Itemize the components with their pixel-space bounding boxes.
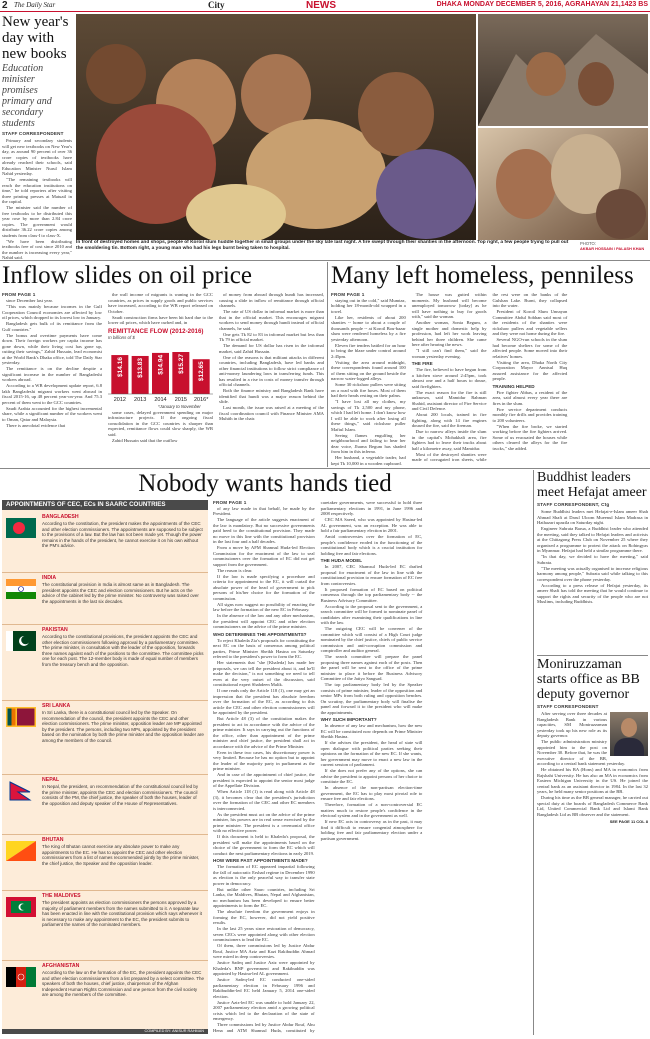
bangladesh-flag-icon: [6, 518, 36, 538]
fire-photo: [76, 14, 648, 240]
handstied-para: But Article 48 (3) of the constitution makes the president to act in accordance with the advice of the prime minister. It says in carrying out the functions of the office, other than appointment of the prime minister and chief justice, the president shall act in accordance with the advice of the Prime Minister.: [213, 716, 315, 749]
handstied-para: In absence of any law and mechanism, how the new EC will be constituted now depends on Prime Minister Sheikh Hasina.: [320, 723, 423, 739]
homeless-para: staying out in the cold," said Mumtaz, holding her 18-month-old wrapped in a towel.: [331, 297, 406, 314]
remittance-value-label: $15.27: [177, 353, 185, 374]
saarc-sidebar-footer: COMPILED BY: ANISUR RAHMAN: [2, 1029, 208, 1034]
buddhist-para: Engineer Subrata Barua, a Buddhist leader who attended the meeting, said they talked to Hefajat leaders and activists at the Chittagong Press Club on November 25 where they organised a programme to protest the attack on Rohingyas in Myanmar. Hefajat had held a similar programme there.: [537, 526, 648, 553]
handstied-para: The absolute freedom the government enjoys in forming the EC, however, did not yield positive results.: [213, 909, 315, 925]
books-body: [2, 138, 72, 259]
country-name: NEPAL: [42, 777, 60, 783]
oil-para: the wall income of migrants is waning in the GCC countries, as prices in supply goods and public services have increased, according to the WB report released on October.: [108, 292, 213, 314]
country-entry: [2, 774, 208, 834]
divider: [537, 655, 648, 656]
slum-fire-photo: [76, 14, 648, 240]
country-entry: [2, 700, 208, 774]
handstied-para: From a move by AFM Shamsul Huda-led Election Commission for the enactment of the law to seal commissioners over the formation of EC did not get support from the government.: [213, 545, 315, 567]
homeless-para: The exact reason for the fire is still unknown, said Mamidur Rahman Shahid, assistant director of Fire Service and Civil Defence.: [411, 389, 487, 411]
oil-headline: Inflow slides on oil price: [2, 262, 252, 289]
country-text: According to the constitution, the president makes the appointments of the CEC and other election commissioners. The appointments are supposed to be subject to the provisions of a law. But the law has not been made yet. Though the power remains in the hands of the president, he cannot exercise it on his own without the PM's advice.: [42, 521, 203, 549]
homeless-subhead: THE FIRE: [411, 361, 433, 366]
moniruzzaman-byline: STAFF CORRESPONDENT: [537, 704, 599, 709]
handstied-para: According to the proposal sent to the government, a search committee will be formed to nominate panel of candidates after examining their qualifications in line with the law.: [320, 603, 423, 625]
handstied-byline: FROM PAGE 1: [213, 500, 247, 505]
handstied-para: Her statements that "she [Khaleda] has made her proposals, we can tell the president about it, and he'll make the decision," is not something we need to tell even at the very outset of the discussion, said constitutional expert Shahdeen Malik.: [213, 660, 315, 687]
homeless-headline: Many left homeless, penniless: [331, 262, 634, 289]
photo-caption: [76, 240, 576, 260]
homeless-para: Another woman, Sonia Begum, a single mother and domestic help by profession, had left her work leaving behind her three children. She came here after hearing the news.: [411, 320, 487, 347]
homeless-para: Several NGO-run schools in the slum had become shelters for some of the affected people. Some moved into their relatives' homes.: [492, 337, 568, 359]
maldives-flag-icon: [6, 897, 36, 917]
country-name: PAKISTAN: [42, 627, 68, 633]
handstied-para: of any law made in that behalf, he made by the President.: [213, 505, 315, 516]
handstied-para: If she advises the president, the head of state will open dialogue with political parties seeking their opinions on the formation of the new EC. If she wants, her government may move to enact a new law in the current session of parliament.: [320, 740, 423, 767]
oil-para: Bangladesh gets bulk of its remittance from the Gulf countries.": [2, 321, 102, 332]
oil-para: There is anecdotal evidence that: [6, 422, 66, 428]
oil-para: One of the reasons is that militant attacks in different countries, including Bangladesh, have led banks and other financial institutions to follow strict compliance of anti-money laundering laws in transferring funds. This has resulted in a rise in costs of money transfer through official channels.: [219, 354, 324, 387]
handstied-para: When Article 118 (1) is read along with Article 48 (3), it becomes clear that the president's jurisdiction over the formation of the CEC and other EC members is interconnected.: [213, 789, 315, 811]
handstied-para: In 2007, CEC Shamsul Huda-led EC drafted proposal for enactment of the law in line with the constitutional provision to ensure formation of EC free from controversies.: [320, 564, 423, 586]
oil-para: The rate of US dollar in informal market is more than that in the official market. This encourages migrant workers to send money through hundi instead of official channels, he said.: [219, 309, 324, 331]
nepal-flag-icon: [6, 781, 36, 801]
pakistan-flag-icon: [6, 631, 36, 651]
country-text: The president appoints as election commissioners the persons approved by a majority of parliament members from the names submitted to it. A separate law has been enacted in line with the constitutional provision which says whenever it is necessary to make any appointment to the EC, the president submits to parliament the names of the nominated members.: [42, 900, 202, 928]
oil-para: Zahid Hussain said that the outflow: [112, 437, 178, 443]
homeless-para: Some 30 rickshaw pullers were sitting on a road with fire hoses. Most of them had their heads resting on their palms.: [331, 382, 406, 398]
homeless-para: Most of the destroyed shanties were made of corrugated iron sheets, while the rest were on the banks of the Gulshan Lake. Burnt, they collapsed into the water.: [411, 292, 568, 462]
oil-para: One gets Tk 82 to 83 in informal market but less than Tk 79 in official market.: [219, 331, 324, 342]
chart-unit-label: In billions of $: [108, 334, 135, 340]
homeless-subhead: TRAINING HELPED: [492, 383, 535, 389]
handstied-para: It proposed formation of EC based on political consensus through the top parliamentary body -- the Business Advisory Committee.: [320, 586, 423, 603]
photo-caption-text: In front of destroyed homes and shops, people of Koroil slum huddle together in small groups under the sky late last night. A fire swept through their shanties in the afternoon. Top right, a few people trying to pull out the smoldering tin. Bottom right, a young man who had his legs burnt being taken to hospital.: [76, 240, 569, 251]
handstied-para: The language of the article suggests enactment of the law is mandatory. But no successive governments paid heed to the constitutional provision. They made no move in this line with the constitutional provision in the last four and a half decades.: [213, 517, 315, 544]
books-para: "The remaining textbooks will reach the education institutions on time," he told reporters after visiting three printing presses at Matuail in the capital.: [2, 177, 72, 204]
handstied-para: Justice Sadeq-led EC conducted one-sided parliamentary election in February 1996 and Rakibuddin-led EC held January 5, 2014 one-sided election.: [213, 977, 315, 999]
country-text: According to the constitutional provisions, the president appoints the CEC and other election commissioners following approval by a parliamentary committee. The prime minister, in consultation with the leader of the opposition, forwards three names against each of the positions to the committee. The committee picks one for each post. The 12-member body is made of equal number of members from the treasury bench and the opposition.: [42, 634, 204, 667]
homeless-para: President of Koroil Slum Unnayan Committee Abdul Sobhan said most of the residents of the shanties were rickshaw pullers and vegetable sellers and they were not home during the fire.: [492, 309, 568, 336]
homeless-para: The fire, believed to have begun from a kitchen stove around 2:45pm, took almost one and a half hours to douse, said firefighters.: [411, 367, 487, 389]
remittance-category-label: 2012: [113, 396, 126, 403]
country-entry: [2, 512, 208, 572]
handstied-para: If she does not prefer any of the options, she can advise the president to appoint persons of her choice to constitute the EC.: [320, 768, 423, 784]
srilanka-flag-icon: [6, 707, 36, 727]
dateline: DHAKA MONDAY DECEMBER 5, 2016, AGRAHAYAN 21,1423 BS: [436, 1, 648, 8]
handstied-para: Even in these two cases, his discretionary power is very limited. Because he has no option but to appoint the leader of the majority party in parliament as the prime minister.: [213, 749, 315, 771]
moniruzzaman-para: After serving over three decades at Bangladesh Bank in various capacities, SM Moniruzzaman yesterday took up his new role as its deputy governor.: [537, 711, 607, 738]
country-text: The constitutional provision in India is almost same as in Bangladesh. The president appoints the CEC and election commissioners. But he acts on the advice of the cabinet led by the prime minister. No controversy was raised over the appointments in the last six decades.: [42, 582, 199, 604]
oil-para: since December last year.: [6, 298, 53, 303]
homeless-para: About 200 locals, trained in fire fighting, along with 14 fire engines doused the fire, said the fireman.: [411, 412, 487, 428]
paper-name: The Daily Star: [14, 1, 56, 9]
saarc-sidebar-title: APPOINTMENTS OF CEC, ECs IN SAARC COUNTRIES: [2, 500, 208, 510]
country-entry: [2, 834, 208, 890]
handstied-para: If new EC acts in controversy as in the past, it may find it difficult to ensure congenial atmosphere for holding free and fair parliamentary election under a partisan government.: [320, 819, 423, 841]
saarc-sidebar: [2, 500, 208, 1034]
handstied-para: The top parliamentary body led by the Speaker consists of prime minister, leader of the opposition and senior MPs from both ruling and opposition benches. On scrutiny, the parliamentary body will finalise the panel and forward it to the president who will make the appointments.: [320, 682, 423, 715]
handstied-para: Amid controversies over the formation of EC, people's confidence eroded in the functioning of the constitutional body which is a crucial institution for holding free and fair elections.: [320, 534, 423, 556]
oil-para: Saudi construction firms have been hit hard due to the lower oil prices, which have curbed and, in: [108, 314, 213, 325]
remittance-chart: [108, 328, 213, 410]
remittance-value-label: $12.65: [198, 360, 206, 381]
handstied-para: In the last 25 years since restoration of democracy, seven CECs were appointed along with other election commissioners to lead the EC.: [213, 926, 315, 942]
chart-footnote: *January to November: [158, 403, 201, 409]
handstied-para: Of them, three commissions led by Justice Abdur Rouf, Justice MA Aziz and Kazi Rakibuddin Ahmad were mired in deep controversies.: [213, 943, 315, 959]
moniruzzaman-continuation: SEE PAGE 11 COL 8: [609, 819, 648, 824]
divider: [0, 260, 650, 261]
homeless-para: "I still can't find them," said the woman yesterday evening.: [411, 348, 487, 359]
remittance-category-label: 2014: [154, 396, 167, 403]
divider: [327, 262, 328, 467]
books-para: Primary and secondary students will get new textbooks on New Year's day, as around 90 percent of over 36 crore copies of textbooks have already reached their schools, said Education Minister Nurul Islam Nahid yesterday.: [2, 138, 72, 176]
photo-credit-label: PHOTO:: [580, 241, 596, 246]
homeless-byline: FROM PAGE 1: [331, 292, 365, 297]
handstied-para: As the president must act on the advice of the prime minister, his powers are in real sense exercised by the prime minister. The president is a ceremonial office with no effective power.: [213, 811, 315, 833]
remittance-value-label: $13.83: [137, 357, 145, 378]
handstied-para: Therefore, formation of a non-controversial EC matters much to restore people's confidence in the electoral system and in the government as well.: [320, 802, 423, 818]
books-subheadline: Education minister promises primary and secondary students: [2, 63, 52, 129]
homeless-para: The house was gutted within moments. My husband will become unemployed tomorrow [today] as he will have nothing to buy for goods with," said the woman.: [411, 292, 487, 319]
oil-col3: [219, 292, 324, 467]
oil-para: Both the finance ministry and Bangladesh Bank have identified that hundi was a major reason behind the slide.: [219, 388, 324, 404]
country-entry: [2, 572, 208, 624]
handstied-para: In the absence of the law and any other mechanism, the president will appoint CEC and other election commissioners on the advice of the prime minister.: [213, 613, 315, 629]
handstied-para: If one reads only the Article 118 (1), one may get an impression that the president has absolute freedom over the formation of the EC, as according to this article the CEC and other election commissioners will be appointed by the president.: [213, 688, 315, 715]
homeless-para: "When the fire broke, we started working before the fire fighters arrived. Some of us evacuated the houses while others cleared the alleys for the fire trucks," she added.: [492, 423, 568, 451]
oil-col2: [108, 292, 213, 467]
handstied-para: The search committee will prepare the panel proposing three names against each of the posts. Then the panel will be sent to the office of the prime minister to place it before the Business Advisory Committee of the Jatiyo Sangsad.: [320, 654, 423, 681]
oil-para: of money from abroad through hundi has increased, causing a slide in inflow of remittance through official channels.: [219, 292, 324, 308]
moniruzzaman-portrait: [610, 712, 648, 756]
divider: [533, 470, 534, 1035]
handstied-headline-wrap: [0, 469, 530, 499]
country-text: According to the law on the formation of the EC, the president appoints the CEC and other election commissioners from a list prepared by a select committee. The speakers of both the houses, chief justice, chairperson of the Afghan Independent Human Rights Commission and one person from the civil society are among the members of the committee.: [42, 970, 204, 998]
buddhist-byline: STAFF CORRESPONDENT, Ctg: [537, 502, 610, 507]
oil-para: Last month, the issue was raised at a meeting of the fiscal coordination council with Finance Minister AMA Muhith in the chair.: [219, 405, 324, 421]
country-name: SRI LANKA: [42, 703, 71, 709]
oil-byline: FROM PAGE 1: [2, 292, 36, 297]
homeless-para: Due to narrow alleys inside the slum in the capital's Mohakhali area, fire fighters had to leave their trucks about half a kilometre away, said Mamidur.: [411, 429, 487, 451]
buddhist-headline: Buddhist leaders meet Hefajat ameer: [537, 470, 647, 500]
country-name: BANGLADESH: [42, 514, 79, 520]
homeless-para: Seeing flames engulfing her neighbourhood and failing to hear her dear voice, Jharna Begum has shaded from him in this inferno.: [331, 432, 406, 454]
handstied-para: The reason is clear.: [217, 567, 253, 573]
handstied-para: But unlike other Saarc countries, including Sri Lanka, the Maldives, Bhutan, Nepal and Afghanistan, no mechanism has been developed to ensure better appointments to form the EC.: [213, 886, 315, 908]
homeless-para: Visiting the area around midnight, these correspondents found around 100 of them sitting on the ground beside the narrow water-logged alleys.: [331, 359, 406, 381]
handstied-headline: Nobody wants hands tied: [138, 470, 392, 497]
moniruzzaman-headline: Moniruzzaman starts office as BB deputy governor: [537, 657, 640, 702]
handstied-para: CEC MA Saeed, who was appointed by Hasina-led AL government, was an exception. He was able to hold a fair parliamentary election in 2001.: [320, 517, 423, 533]
oil-para: "This was mainly because incomes in the Gulf Cooperation Council economies are affected by low oil prices, which dropped to its lowest low in January.: [2, 304, 102, 320]
oil-para: The bonus and overtime payments have come down. Their foreign workers per capita income has gone down, while their living cost has gone up, cutting their savings," Zahid Hussain, lead economist at the World Bank's Dhaka office, told The Daily Star yesterday.: [2, 332, 102, 365]
country-text: In Sri Lanka, there is a constitutional council led by the Speaker. On recommendation of the council, the president appoints the CEC and other election commissioners. The prime minister, opposition leader are MP appointed by the president. The persons, including two MPs, appointed by the president based on the nomination by both the prime minister and the opposition leader are among the members of the council.: [42, 710, 204, 743]
photo-credit: [580, 241, 648, 257]
remittance-value-label: $14.94: [157, 354, 165, 375]
handstied-para: All signs now suggest no possibility of enacting the law before the formation of the new EC in February.: [213, 601, 315, 612]
oil-col1: [2, 292, 102, 467]
bhutan-flag-icon: [6, 841, 36, 861]
masthead: [0, 0, 650, 12]
country-name: THE MALDIVES: [42, 893, 81, 899]
moniruzzaman-article: [537, 657, 648, 1035]
homeless-para: Her husband, a vegetable trader, had kept Tk 10,000 in a wooden cupboard.: [331, 455, 406, 466]
homeless-para: Visiting the area, Dhaka North City Corporation Mayor Annisul Huq assured assistance for the affected people.: [492, 359, 568, 381]
country-name: BHUTAN: [42, 837, 64, 843]
handstied-para: Three commissions led by Justice Abdur Rouf, Abu Hena and ATM Shamsul Huda, constituted by caretaker governments, were successful to hold three parliamentary elections in 1991, in June 1996 and 2008 respectively.: [213, 500, 423, 1033]
remittance-category-label: 2015: [174, 396, 187, 403]
handstied-body: [213, 500, 530, 1034]
homeless-article: [331, 262, 648, 292]
oil-para: The demand for US dollar has risen in the informal market, said Zahid Hussain.: [219, 343, 324, 354]
books-article: [2, 14, 72, 259]
buddhist-para: According to a press release of Hefajat yesterday, its ameer Shafi has told the meeting that he would continue to support the rights and security of the people who are not Muslims, including Buddhists.: [537, 582, 648, 604]
remittance-value-label: $14.16: [116, 356, 124, 377]
buddhist-article: [537, 470, 648, 655]
handstied-subhead: WHY SUCH IMPORTANT?: [320, 717, 377, 722]
section-label: City: [208, 0, 225, 10]
handstied-para: In absence of the non-partisan election-time government, the EC has to play most pivotal role to ensure free and fair elections.: [320, 785, 423, 801]
buddhist-para: "In that day, we decided to have the meeting," said Subrata.: [537, 554, 648, 565]
handstied-para: If this document is held to Khaleda's proposal, the president will make the appointments based on the choice of the government to form the EC which will conduct the next parliamentary elections in early 2019.: [213, 834, 315, 856]
homeless-para: "I have lost all my clothes, my savings of Tk 2,500 and my phone, which I had left home. I don't know how I will be able to work after losing all these things," said rickshaw puller Maftul Islam.: [331, 399, 406, 432]
homeless-para: Like her, residents of about 200 shanties -- home to about a couple of thousands people -- at Koroil Bou-bazar slum were rendered homeless by a fire yesterday afternoon.: [331, 314, 406, 342]
buddhist-para: "The meeting was actually organised to increase religious harmony among people," Subrata said while talking to this correspondent over the phone yesterday.: [537, 565, 648, 582]
remittance-category-label: 2013: [134, 396, 147, 403]
handstied-subhead: WHO DETERMINES THE APPOINTMENTS?: [213, 631, 307, 637]
handstied-para: And in case of the appointment of chief justice, the president is expected to appoint the senior most judge of the Appellate Division.: [213, 772, 315, 788]
country-name: AFGHANISTAN: [42, 963, 80, 969]
photo-credit-names: AKBAR HOSSAIN / PALASH KHAN: [580, 246, 645, 251]
moniruzzaman-para: He obtained his BA (Hons) and MA in economics from Rajshahi University. He has also an MA in economics from Eastern Michigan University in the US. He joined the central bank as an assistant director in 1984. In the last 32 years, he held many senior positions at the BB.: [537, 767, 648, 794]
country-entry: [2, 960, 208, 1032]
books-para: "We have been distributing textbooks free of cost since 2010 and the number is increasing every year," Nahid said.: [2, 238, 72, 259]
homeless-para: Fire fighter Abbas, a resident of the area, said almost every year there are fires in the slum.: [492, 389, 568, 406]
country-text: The King of Bhutan cannot exercise any absolute power to make any appointments to the EC. He has to appoint the CEC and other election commissioners from a list of names recommended jointly by the prime minister, the chief justice, the Speaker and the opposition leader.: [42, 844, 200, 866]
moniruzzaman-para: During his time as the BB general manager, he carried out special duty at the boards of Bangladesh Commerce Bank Ltd, United Commercial Bank Ltd and Islami Bank Bangladesh Ltd as BB observer and the statement.: [537, 795, 648, 817]
oil-para: The remittance is on the decline despite a significant increase in the number of Bangladeshi workers abroad.: [2, 366, 102, 382]
afghanistan-flag-icon: [6, 967, 36, 987]
chart-title: REMITTANCE FLOW (2012-2016): [108, 327, 204, 335]
handstied-subhead: THE HUDA MODEL: [320, 558, 363, 563]
section-news: NEWS: [306, 0, 336, 11]
country-name: INDIA: [42, 575, 57, 581]
country-entry: [2, 624, 208, 700]
buddhist-para: Some Buddhist leaders met Hefajat-e-Islam ameer Shah Ahmad Shafi at Darul Uloom Mueenul Islam Madrasa in Hathazari upazila on Saturday night.: [537, 509, 648, 525]
handstied-para: The formation of EC appeared impartial following the fall of autocratic Ershad regime in December 1990 as election is the only peaceful way to transfer state power in democracy.: [213, 864, 315, 886]
books-byline: STAFF CORRESPONDENT: [2, 131, 64, 136]
books-headline: New year's day with new books: [2, 14, 69, 62]
oil-para: some cases, delayed government spending on major infrastructure projects. If the ongoing fiscal consolidation in the GCC countries is sharper than expected, remittance flows could slow sharply, the WB said.: [108, 409, 213, 437]
remittance-bar-chart: [108, 342, 213, 404]
oil-para: According to a WB development update report, 6.8 lakh Bangladeshi migrant workers went abroad in fiscal 2015-16, up 48 percent year-on-year. And 75.3 percent of them went to the GCC countries.: [2, 383, 102, 405]
country-entry: [2, 890, 208, 960]
moniruzzaman-para: The public administration ministry appointed him to the post on November 30. Before that, he was the executive director of the BB, according to a central bank statement yesterday.: [537, 739, 626, 766]
handstied-subhead: HOW WERE PAST APPOINTMENTS MADE?: [213, 858, 308, 863]
homeless-para: Fire service department conducts monthly fire drills and provides training to 200 volunteers.: [492, 406, 568, 423]
handstied-para: To reject Khaleda Zia's proposals for constituting the next EC on the basis of consensus among political parties, Prime Minister Sheikh Hasina on Saturday referred to the president's power to form the EC.: [213, 637, 315, 659]
country-text: In Nepal, the president, on recommendation of the constitutional council led by the prime minister, appoints the CEC and election commissioners. The council consists of the PM, the chief justice, the speaker of both the houses, leader of the opposition and deputy speaker of the House of Representatives.: [42, 784, 199, 806]
handstied-para: If the law is made specifying a procedure and criteria for appointment to the EC, it will curtail the absolute power of the head of government to pick persons of his/her choice for the formation of the commission.: [213, 573, 315, 601]
india-flag-icon: [6, 579, 36, 599]
books-para: The minister said the number of free textbooks to be distributed this year rose by more than 2.84 crore copies. The government would distribute 36.22 crore copies among students from class-I to class-X.: [2, 205, 72, 238]
homeless-body: [331, 292, 648, 467]
page-number: 2: [2, 0, 8, 11]
handstied-para: The outgoing CEC will be convener of the committee which will consist of a High Court judge nominated by the chief justice, chiefs of public service commission and anti-corruption commission and comptroller and auditor general.: [320, 626, 423, 653]
handstied-para: Justice Aziz-led EC was unable to hold January 22, 2007 parliamentary election amid a growing political crisis which led to the declaration of the state of emergency.: [213, 999, 315, 1021]
oil-para: Saudi Arabia accounted for the highest incremental share, while a significant number of the workers went to Oman, Qatar and Malaysia.: [2, 405, 102, 422]
handstied-para: Justice Sadeq and Justice Aziz were appointed by Khaleda's BNP government and Rakibuddin was appointed by Hasina-led AL government.: [213, 960, 315, 976]
homeless-para: Eleven fire tenders battled for an hour to bring the blaze under control around 2:45pm.: [331, 342, 406, 359]
remittance-category-label: 2016*: [193, 396, 209, 403]
